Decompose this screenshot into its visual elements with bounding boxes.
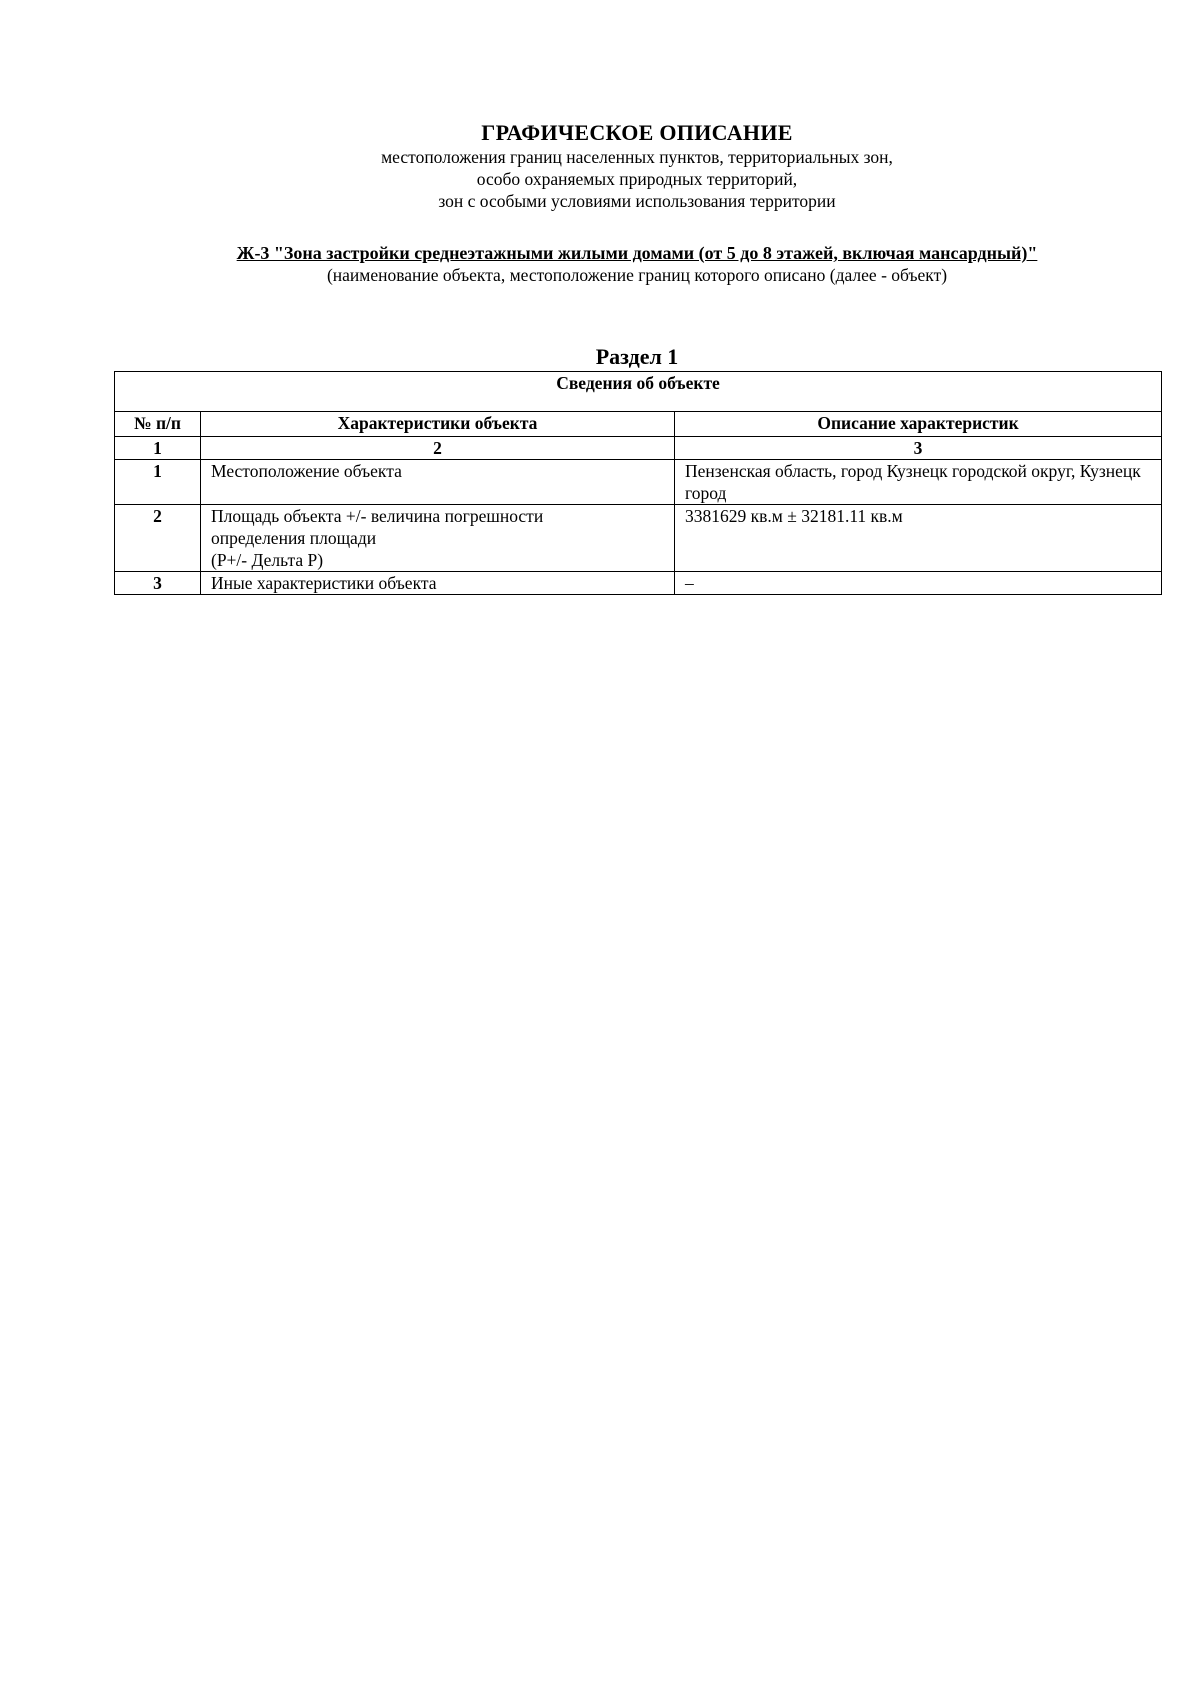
table-row bbox=[115, 505, 1162, 572]
subtitle-line-1: местоположения границ населенных пунктов, территориальных зон, bbox=[381, 147, 893, 167]
row-characteristic-line-3: (P+/- Дельта P) bbox=[211, 550, 324, 570]
object-block bbox=[0, 242, 1200, 286]
row-number: 3 bbox=[115, 572, 201, 595]
subtitle-line-2: особо охраняемых природных территорий, bbox=[476, 169, 798, 189]
subtitle-line-3: зон с особыми условиями использования территории bbox=[438, 191, 836, 211]
row-description: 3381629 кв.м ± 32181.11 кв.м bbox=[675, 505, 1162, 572]
object-name: Ж-3 "Зона застройки среднеэтажными жилыми домами (от 5 до 8 этажей, включая мансардный)" bbox=[236, 243, 1038, 263]
table-row bbox=[115, 572, 1162, 595]
row-description: Пензенская область, город Кузнецк городской округ, Кузнецк город bbox=[675, 460, 1162, 505]
row-number: 1 bbox=[115, 460, 201, 505]
row-characteristic-line-2: определения площади bbox=[211, 528, 377, 548]
table-caption-row bbox=[115, 372, 1162, 412]
column-header-description: Описание характеристик bbox=[675, 412, 1162, 437]
table-header-row bbox=[115, 412, 1162, 437]
row-characteristic bbox=[201, 505, 675, 572]
object-caption: (наименование объекта, местоположение границ которого описано (далее - объект) bbox=[326, 265, 948, 285]
column-number-2: 2 bbox=[201, 437, 675, 460]
column-number-1: 1 bbox=[115, 437, 201, 460]
table-row bbox=[115, 460, 1162, 505]
row-characteristic: Местоположение объекта bbox=[201, 460, 675, 505]
column-header-characteristic: Характеристики объекта bbox=[201, 412, 675, 437]
document-header bbox=[0, 120, 1200, 212]
column-number-row bbox=[115, 437, 1162, 460]
column-number-3: 3 bbox=[675, 437, 1162, 460]
row-characteristic: Иные характеристики объекта bbox=[201, 572, 675, 595]
column-header-num: № п/п bbox=[115, 412, 201, 437]
row-description: – bbox=[675, 572, 1162, 595]
table-caption: Сведения об объекте bbox=[115, 372, 1162, 412]
document-title: ГРАФИЧЕСКОЕ ОПИСАНИЕ bbox=[481, 120, 793, 145]
section-title: Раздел 1 bbox=[595, 344, 679, 369]
object-info-table bbox=[114, 371, 1162, 595]
row-number: 2 bbox=[115, 505, 201, 572]
row-characteristic-line-1: Площадь объекта +/- величина погрешности bbox=[211, 506, 544, 526]
